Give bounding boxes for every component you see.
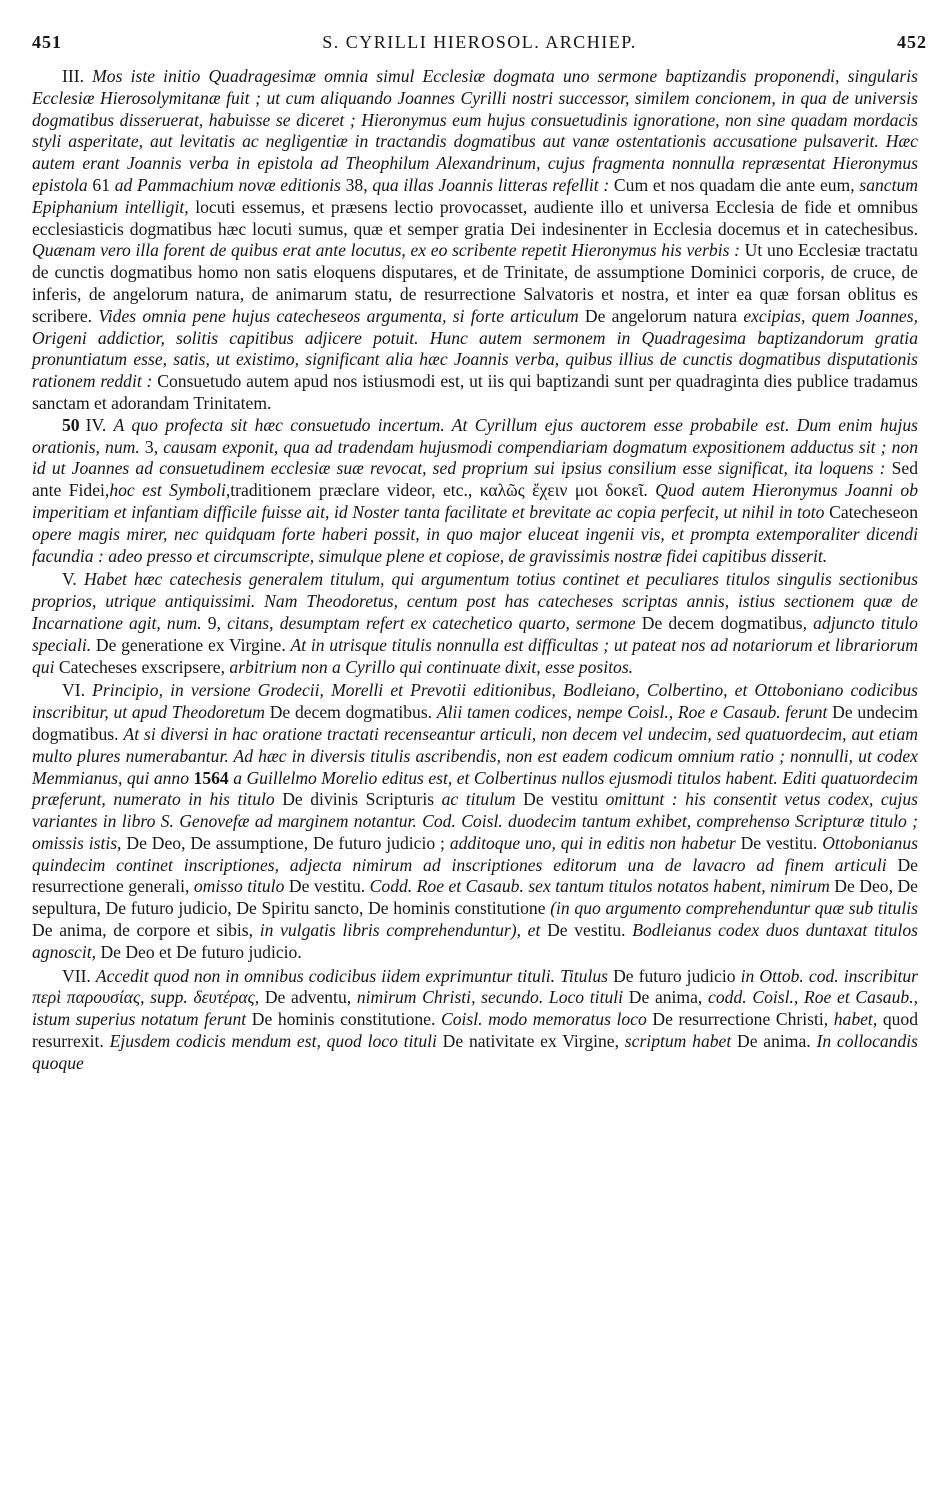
section-number: VI. bbox=[62, 680, 85, 701]
text-span: De vestitu. bbox=[288, 876, 366, 897]
text-span: De anima, de corpore et sibis, bbox=[32, 920, 254, 941]
section-number: III. bbox=[62, 66, 84, 86]
text-span: Bodleianus codex duos duntaxat titulos agnoscit, bbox=[32, 920, 918, 962]
text-span: (in quo argumento comprehenduntur quæ sub titulis bbox=[550, 898, 918, 919]
text-span: a Guillelmo Morelio editus est, et Colbertinus nullos ejusmodi titulos habent. Editi quatuordecim præferunt, numerato in his titulo bbox=[32, 767, 918, 810]
paragraph-iv bbox=[32, 415, 918, 568]
text-span: Ejusdem codicis mendum est, quod loco tituli bbox=[109, 1031, 437, 1052]
text-span: in Ottob. cod. inscribitur περὶ παρουσίας, supp. δευτέρας, bbox=[32, 965, 919, 1008]
text-span: hoc est Symboli, bbox=[109, 480, 231, 501]
page-number-right: 452 bbox=[897, 32, 927, 52]
text-span: Coisl. modo memoratus loco bbox=[440, 1009, 647, 1030]
text-span: Cum et nos quadam die ante eum, bbox=[613, 174, 855, 195]
text-span: additoque uno, qui in editis non habetur bbox=[449, 832, 736, 853]
text-span: De anima, bbox=[628, 987, 703, 1008]
section-number: VII. bbox=[62, 965, 91, 986]
text-span: De futuro judicio bbox=[613, 965, 736, 986]
running-title: S. CYRILLI HIEROSOL. ARCHIEP. bbox=[322, 32, 637, 52]
text-span: locuti essemus, et præsens lectio provocasset, audiente illo et universa Ecclesia de fide et omnibus ecclesiasticis dogmatibus hæc locuti sumus, quæ et semper gratia Dei indesinenter in Ecclesia docemus et in catechesibus. bbox=[32, 196, 918, 239]
section-number: V. bbox=[62, 569, 77, 590]
text-span: 1564 bbox=[193, 767, 229, 788]
text-span: excipias, quem Joannes, Origeni addictior, solitis capitibus adjicere potuit. Hunc autem sermonem in Quadragesima baptizandorum gratia pronuntiatum esse, satis, ut existimo, significant alia hæc Joannis verba, quibus illius de cunctis dogmatibus disputationis rationem reddit : bbox=[32, 305, 918, 392]
text-span: Mos iste initio Quadragesimæ omnia simul Ecclesiæ dogmata uno sermone baptizandis proponendi, singularis Ecclesiæ Hierosolymitanæ fuit ; ut cum aliquando Joannes Cyrilli nostri successor, similem concionem, in qua de universis dogmatibus disseruerat, habuisse se diceret ; Hieronymus eum hujus consuetudinis ignoratione, non sine quadam mordacis styli asperitate, aut levitatis ac negligentiæ in tractandis dogmatibus aut vanæ ostentationis accusatione pulsaverit. Hæc autem erant Joannis verba in epistola ad Theophilum Alexandrinum, cujus fragmenta nonnulla repræsentat Hieronymus epistola bbox=[32, 66, 918, 195]
text-span: Quænam vero illa forent de quibus erat ante locutus, ex eo scribente repetit Hieronymus his verbis : bbox=[32, 240, 740, 261]
text-span: De decem dogmatibus, bbox=[641, 612, 807, 633]
text-span: in vulgatis libris comprehenduntur), et bbox=[259, 920, 541, 941]
text-span: Consuetudo autem apud nos istiusmodi est, ut iis qui baptizandi sunt per quadraginta dies publice tradamus sanctam et adorandam Trinitatem. bbox=[32, 371, 919, 413]
text-span: De anima. bbox=[737, 1031, 811, 1052]
text-span: De adventu, bbox=[264, 987, 352, 1008]
text-span: arbitrium non a Cyrillo qui continuate dixit, esse positos. bbox=[229, 656, 634, 677]
section-number: IV. bbox=[85, 414, 107, 435]
text-span: qua illas Joannis litteras refellit : bbox=[372, 174, 610, 195]
text-span: scriptum habet bbox=[624, 1031, 732, 1052]
text-span: De undecim dogmatibus. bbox=[32, 702, 918, 744]
text-span: De hominis constitutione. bbox=[251, 1009, 436, 1030]
page-number-left: 451 bbox=[32, 32, 62, 52]
paragraph-iii bbox=[32, 66, 918, 415]
text-span: 38, bbox=[345, 174, 368, 195]
text-span: De resurrectione Christi, bbox=[652, 1009, 829, 1030]
running-header bbox=[32, 32, 927, 58]
text-span: ac titulum bbox=[441, 789, 516, 810]
text-span: De angelorum natura bbox=[584, 305, 738, 326]
text-span: De resurrectione generali, bbox=[32, 854, 918, 897]
text-span: quod resurrexit. bbox=[32, 1009, 918, 1052]
text-span: De decem dogmatibus. bbox=[269, 702, 433, 723]
text-span: De Deo, De assumptione, De futuro judicio ; bbox=[126, 832, 445, 853]
text-span: adjuncto titulo speciali. bbox=[32, 612, 918, 655]
text-span: Vides omnia pene hujus catecheseos argumenta, si forte articulum bbox=[98, 305, 579, 326]
text-span: habet, bbox=[833, 1009, 878, 1030]
text-span: Catecheseon bbox=[829, 501, 918, 522]
text-span: De vestitu. bbox=[547, 920, 626, 941]
paragraph-v bbox=[32, 569, 918, 678]
text-span: 3, bbox=[144, 436, 159, 457]
text-span: A quo profecta sit hæc consuetudo incertum. At Cyrillum ejus auctorem esse probabile est. Dum enim hujus orationis, num. bbox=[32, 414, 918, 457]
text-span: De generatione ex Virgine. bbox=[95, 634, 286, 655]
text-span: 9, bbox=[207, 612, 221, 633]
text-span: Sed ante Fidei, bbox=[32, 458, 919, 501]
text-span: Principio, in versione Grodecii, Morelli et Prevotii editionibus, Bodleiano, Colbertino, et Ottoboniano codicibus inscribitur, ut apud Theodoretum bbox=[32, 680, 918, 723]
paragraph-vi bbox=[32, 680, 918, 963]
text-span: Quod autem Hieronymus Joanni ob imperitiam et infantiam difficile fuisse ait, id Noster tanta facilitate et brevitate ac copia perfecit, ut nihil in toto bbox=[32, 480, 918, 522]
text-span: Alii tamen codices, nempe Coisl., Roe e Casaub. ferunt bbox=[436, 702, 828, 723]
margin-number: 50 bbox=[62, 414, 80, 435]
text-span: De Deo et De futuro judicio. bbox=[100, 941, 302, 962]
text-span: At in utrisque titulis nonnulla est difficultas ; ut pateat nos ad notariorum et librariorum qui bbox=[32, 634, 918, 677]
text-span: traditionem præclare videor, etc., καλῶς ἔχειν μοι δοκεῖ. bbox=[230, 480, 648, 501]
text-span: causam exponit, qua ad tradendam hujusmodi compendiariam dogmatum expositionem adductus sit ; non id ut Joannes ad consuetudinem ecclesiæ suæ revocat, sed proprium sui ipsius consilium esse significat, ita loquens : bbox=[32, 436, 919, 479]
text-span: In collocandis quoque bbox=[32, 1031, 919, 1073]
text-span: Codd. Roe et Casaub. sex tantum titulos notatos habent, nimirum bbox=[369, 876, 830, 897]
text-span: De vestitu bbox=[523, 789, 599, 810]
text-span: At si diversi in hac oratione tractati recenseantur articuli, non decem vel undecim, sed quatuordecim, aut etiam multo plures numerabantur. Ad hæc in diversis titulis ascribendis, non est eadem codicum omnium ratio ; nonnulli, ut codex Memmianus, qui anno bbox=[32, 723, 918, 788]
text-span: codd. Coisl., Roe et Casaub., istum superius notatum ferunt bbox=[32, 987, 918, 1030]
body-text bbox=[32, 66, 918, 1075]
text-span: De divinis Scripturis bbox=[282, 789, 435, 810]
text-span: ad Pammachium novæ editionis bbox=[114, 174, 341, 195]
text-span: sanctum Epiphanium intelligit, bbox=[32, 174, 918, 217]
text-span: omittunt : his consentit vetus codex, cujus variantes in libro S. Genovefæ ad marginem notantur. Cod. Coisl. duodecim tantum exhibet, comprehenso Scripturæ titulo ; omissis istis, bbox=[32, 789, 919, 853]
text-span: Ottobonianus quindecim continet inscriptiones, adjecta nimirum ad inscriptiones editorum una de lavacro ad finem articuli bbox=[32, 832, 918, 875]
text-span: De nativitate ex Virgine, bbox=[442, 1031, 620, 1052]
text-span: De Deo, De sepultura, De futuro judicio, De Spiritu sancto, De hominis constitutione bbox=[32, 876, 918, 919]
text-span: 61 bbox=[92, 174, 111, 195]
text-span: opere magis mirer, nec quidquam forte haberi possit, in quo major eluceat ingenii vis, et prompta extemporaliter dicendi facundia : adeo presso et circumscripte, simulque plene et copiose, de gravissimis nostræ fidei capitibus disserit. bbox=[32, 523, 918, 566]
text-span: Catecheses exscripsere, bbox=[58, 656, 225, 677]
text-span: Habet hæc catechesis generalem titulum, qui argumentum totius continet et peculiares titulos singulis sectionibus proprios, utrique antiquissimi. Nam Theodoretus, centum post has catecheses scriptas annis, istius sectionem quæ de Incarnatione agit, num. bbox=[32, 569, 918, 633]
text-span: omisso titulo bbox=[193, 876, 285, 897]
text-span: citans, desumptam refert ex catechetico quarto, sermone bbox=[227, 612, 636, 633]
paragraph-vii bbox=[32, 966, 918, 1075]
text-span: Ut uno Ecclesiæ tractatu de cunctis dogmatibus homo non satis eloquens disputares, et de Trinitate, de assumptione Dominici corporis, de cruce, de inferis, de angelorum natura, de animarum statu, de resurrectione Salvatoris et nostra, et inter ea quæ forsan oblitus es scribere. bbox=[32, 240, 918, 326]
text-span: Accedit quod non in omnibus codicibus iidem exprimuntur tituli. Titulus bbox=[95, 965, 609, 986]
text-span: nimirum Christi, secundo. Loco tituli bbox=[356, 987, 624, 1008]
text-span: De vestitu. bbox=[740, 832, 818, 853]
